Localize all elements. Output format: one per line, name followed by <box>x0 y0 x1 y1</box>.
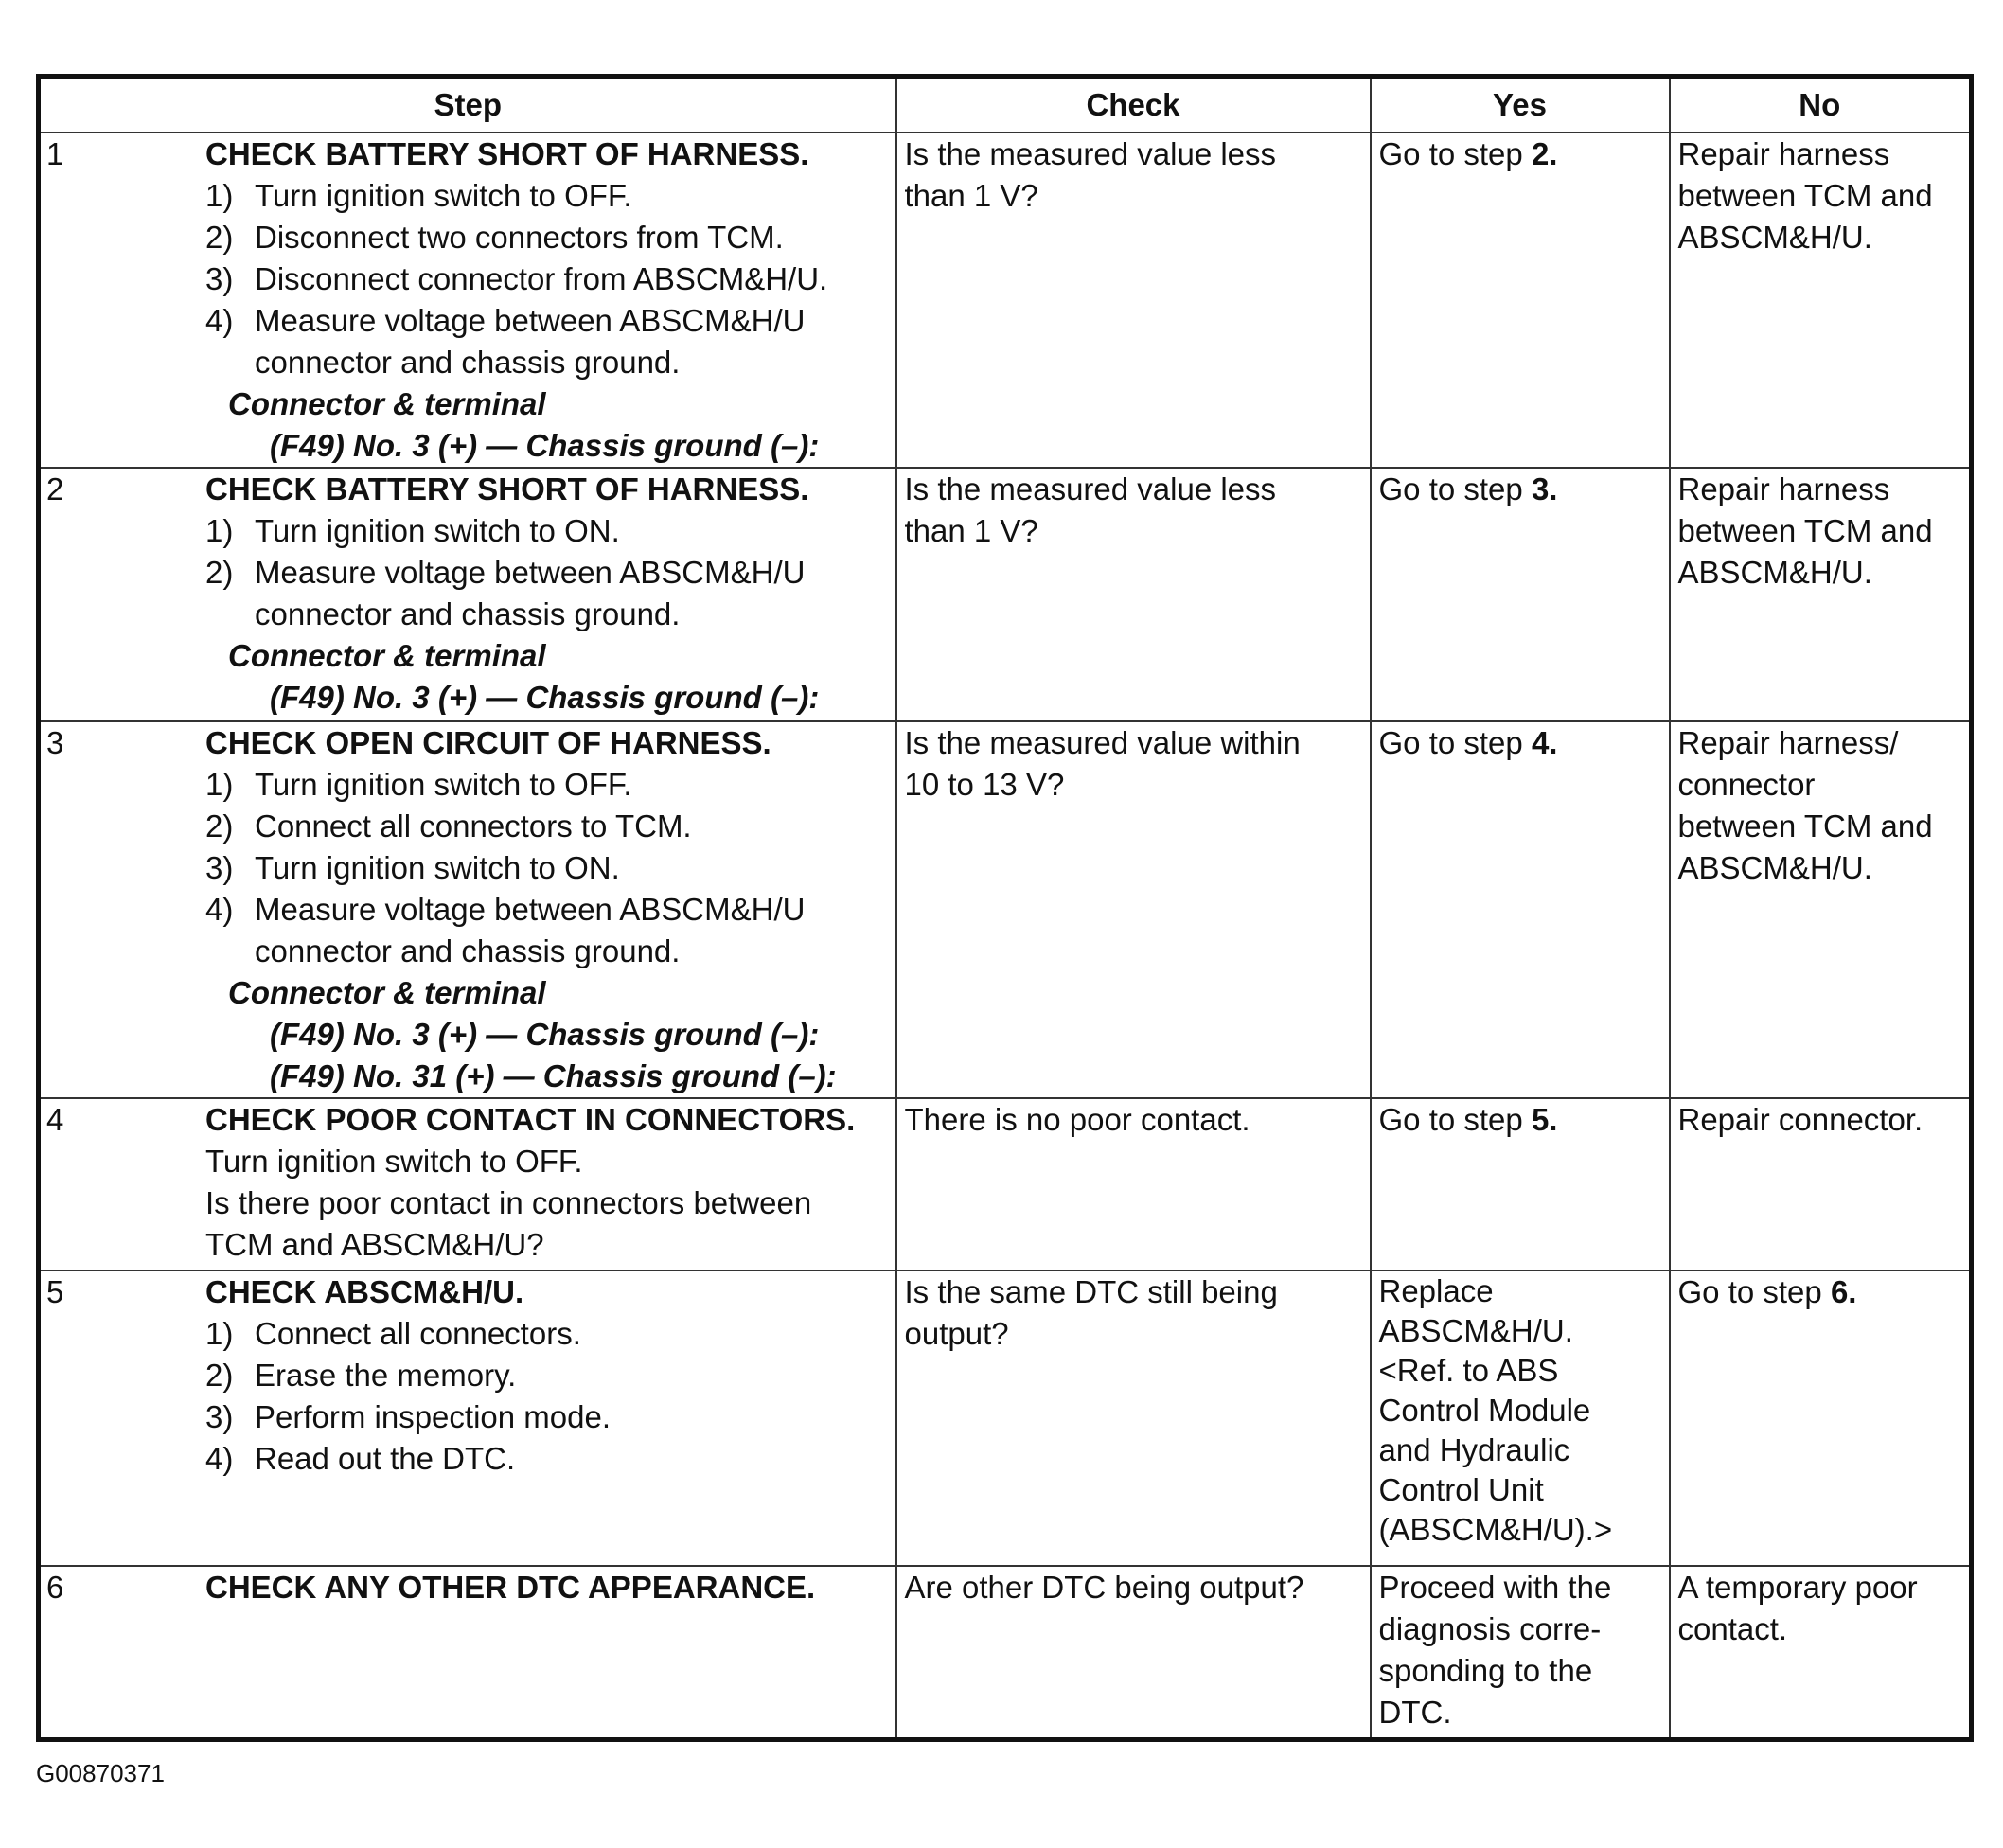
list-item: 4) Measure voltage between ABSCM&H/U connector and chassis ground. <box>205 892 806 968</box>
step-cell <box>39 1270 896 1566</box>
step-title: CHECK OPEN CIRCUIT OF HARNESS. <box>205 725 771 760</box>
connector-spec: (F49) No. 3 (+) — Chassis ground (–): <box>270 428 820 463</box>
yes-cell: Go to step 5. <box>1371 1098 1670 1270</box>
step-number: 3 <box>46 725 64 760</box>
step-cell <box>39 133 896 468</box>
check-cell: Is the measured value within 10 to 13 V? <box>896 721 1371 1098</box>
step-title: CHECK POOR CONTACT IN CONNECTORS. <box>205 1102 856 1137</box>
list-item: 4) Read out the DTC. <box>205 1441 516 1476</box>
yes-cell: Go to step 3. <box>1371 468 1670 721</box>
check-cell: There is no poor contact. <box>896 1098 1371 1270</box>
table-row <box>39 1270 1972 1566</box>
step-cell <box>39 1098 896 1270</box>
table-row <box>39 133 1972 468</box>
no-cell: Go to step 6. <box>1670 1270 1972 1566</box>
connector-title: Connector & terminal <box>228 975 546 1010</box>
connector-spec: (F49) No. 3 (+) — Chassis ground (–): <box>270 1017 820 1052</box>
connector-title: Connector & terminal <box>228 638 546 673</box>
table-header-row <box>39 77 1972 133</box>
list-item: 2) Measure voltage between ABSCM&H/U connector and chassis ground. <box>205 555 806 631</box>
step-cell <box>39 468 896 721</box>
step-title: CHECK ABSCM&H/U. <box>205 1274 524 1309</box>
step-cell <box>39 1566 896 1739</box>
check-cell: Is the same DTC still being output? <box>896 1270 1371 1566</box>
no-cell: Repair harness between TCM and ABSCM&H/U. <box>1670 133 1972 468</box>
list-item: 2) Connect all connectors to TCM. <box>205 808 692 844</box>
yes-cell: Replace ABSCM&H/U. <Ref. to ABS Control Module and Hydraulic Control Unit (ABSCM&H/U).> <box>1371 1270 1670 1566</box>
list-item: 1) Connect all connectors. <box>205 1316 581 1351</box>
header-step: Step <box>39 77 896 133</box>
table-row <box>39 1566 1972 1739</box>
header-no: No <box>1670 77 1972 133</box>
step-number: 1 <box>46 136 64 171</box>
figure-id: G00870371 <box>36 1759 165 1787</box>
step-number: 6 <box>46 1570 64 1605</box>
no-cell: Repair harness between TCM and ABSCM&H/U. <box>1670 468 1972 721</box>
step-instruction: TCM and ABSCM&H/U? <box>205 1227 544 1262</box>
no-cell: Repair connector. <box>1670 1098 1972 1270</box>
step-number: 5 <box>46 1274 64 1309</box>
check-cell: Are other DTC being output? <box>896 1566 1371 1739</box>
table-row <box>39 1098 1972 1270</box>
check-cell: Is the measured value less than 1 V? <box>896 468 1371 721</box>
no-cell: Repair harness/ connector between TCM and ABSCM&H/U. <box>1670 721 1972 1098</box>
header-yes: Yes <box>1371 77 1670 133</box>
list-item: 1) Turn ignition switch to ON. <box>205 513 620 548</box>
table-row <box>39 468 1972 721</box>
no-cell: A temporary poor contact. <box>1670 1566 1972 1739</box>
step-title: CHECK ANY OTHER DTC APPEARANCE. <box>205 1570 816 1605</box>
check-cell: Is the measured value less than 1 V? <box>896 133 1371 468</box>
list-item: 1) Turn ignition switch to OFF. <box>205 178 632 213</box>
list-item: 3) Turn ignition switch to ON. <box>205 850 620 885</box>
diagnostic-procedure-table <box>36 74 1974 1742</box>
connector-title: Connector & terminal <box>228 386 546 421</box>
step-cell <box>39 721 896 1098</box>
step-number: 2 <box>46 471 64 506</box>
list-item: 3) Disconnect connector from ABSCM&H/U. <box>205 261 828 296</box>
yes-cell: Go to step 2. <box>1371 133 1670 468</box>
step-title: CHECK BATTERY SHORT OF HARNESS. <box>205 136 809 171</box>
header-check: Check <box>896 77 1371 133</box>
connector-spec: (F49) No. 31 (+) — Chassis ground (–): <box>270 1058 837 1093</box>
list-item: 2) Disconnect two connectors from TCM. <box>205 220 784 255</box>
yes-cell: Proceed with the diagnosis corre- sponding to the DTC. <box>1371 1566 1670 1739</box>
yes-cell: Go to step 4. <box>1371 721 1670 1098</box>
step-instruction: Turn ignition switch to OFF. <box>205 1144 583 1179</box>
list-item: 2) Erase the memory. <box>205 1358 517 1393</box>
list-item: 4) Measure voltage between ABSCM&H/U connector and chassis ground. <box>205 303 806 380</box>
connector-spec: (F49) No. 3 (+) — Chassis ground (–): <box>270 680 820 715</box>
step-number: 4 <box>46 1102 64 1137</box>
step-instruction: Is there poor contact in connectors between <box>205 1185 812 1220</box>
list-item: 3) Perform inspection mode. <box>205 1399 612 1434</box>
step-title: CHECK BATTERY SHORT OF HARNESS. <box>205 471 809 506</box>
list-item: 1) Turn ignition switch to OFF. <box>205 767 632 802</box>
table-row <box>39 721 1972 1098</box>
